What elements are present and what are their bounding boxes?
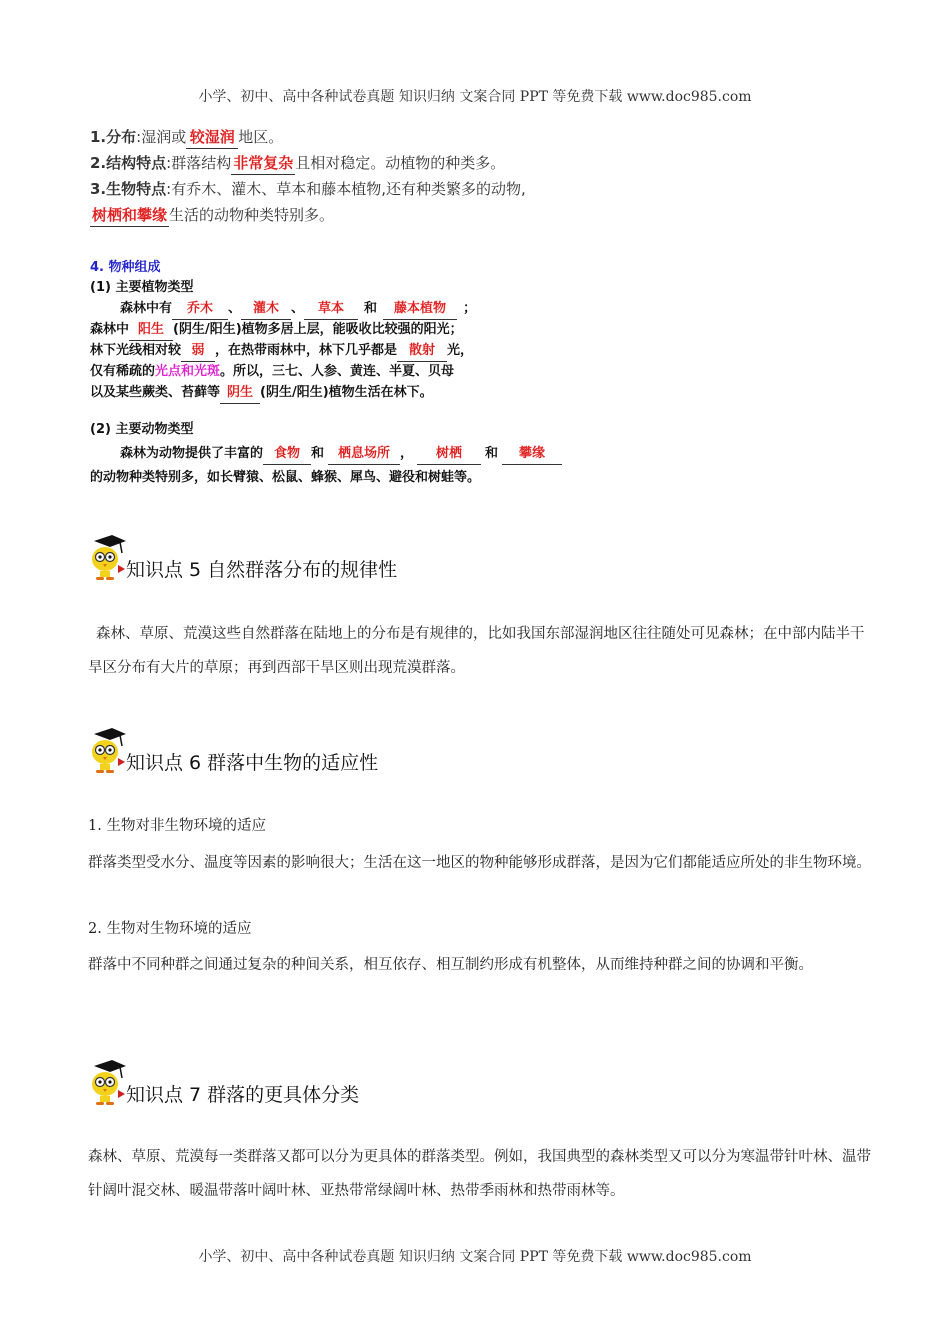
line-organisms: 3.生物特点:有乔木、灌木、草本和藤本植物,还有种类繁多的动物,: [90, 180, 526, 198]
answer-blank: 较湿润: [186, 126, 238, 149]
kp6-sub2: 2. 生物对生物环境的适应: [88, 921, 252, 937]
answer-blank: 栖息场所: [328, 444, 400, 465]
answer-blank: 树栖: [417, 444, 481, 465]
plants-line-3: 林下光线相对较 弱 ，在热带雨林中，林下几乎都是 散射 光，: [90, 341, 473, 361]
answer-blank: 攀缘: [502, 444, 562, 465]
plants-line-4: 仅有稀疏的光点和光斑。所以，三七、人参、黄连、半夏、贝母: [90, 364, 455, 379]
plants-line-2: 森林中 阳生 (阴生/阳生)植物多居上层，能吸收比较强的阳光；: [90, 320, 463, 340]
answer-blank: 乔木: [172, 299, 228, 320]
answer-blank: 弱: [181, 341, 215, 362]
kp5-text: 森林、草原、荒漠这些自然群落在陆地上的分布是有规律的，比如我国东部湿润地区往往随处可见森林；在中部内陆半干旱区分布有大片的草原；再到西部干旱区则出现荒漠群落。: [88, 626, 865, 676]
page-footer: 小学、初中、高中各种试卷真题 知识归纳 文案合同 PPT 等免费下载 www.doc985.com: [198, 1249, 752, 1265]
kp6-text1: 群落类型受水分、温度等因素的影响很大；生活在这一地区的物种能够形成群落，是因为它们都能适应所处的非生物环境。: [88, 855, 871, 871]
answer-blank: 树栖和攀缘: [90, 204, 169, 227]
highlight-text: 光点和光斑: [155, 364, 221, 379]
subheading-plants: (1) 主要植物类型: [90, 280, 194, 295]
kp6-text2: 群落中不同种群之间通过复杂的种间关系，相互依存、相互制约形成有机整体，从而维持种群之间的协调和平衡。: [88, 957, 813, 973]
plants-line-5: 以及某些蕨类、苔藓等 阴生 (阴生/阳生)植物生活在林下。: [90, 383, 433, 403]
animals-line-1: 森林为动物提供了丰富的 食物 和 栖息场所 ， 树栖 和 攀缘: [120, 444, 562, 464]
line-structure: 2.结构特点:群落结构 非常复杂 且相对稳定。动植物的种类多。: [90, 152, 505, 174]
line-animals: 树栖和攀缘 生活的动物种类特别多。: [90, 204, 334, 226]
answer-blank: 阴生: [220, 383, 260, 404]
answer-blank: 食物: [263, 444, 311, 465]
answer-blank: 阳生: [129, 320, 173, 341]
answer-blank: 非常复杂: [231, 152, 295, 175]
animals-line-2: 的动物种类特别多，如长臂猿、松鼠、蜂猴、犀鸟、避役和树蛙等。: [90, 470, 481, 485]
graduate-owl-icon: [88, 535, 126, 583]
kp7-text: 森林、草原、荒漠每一类群落又都可以分为更具体的群落类型。例如，我国典型的森林类型又可以分为寒温带针叶林、温带针阔叶混交林、暖温带落叶阔叶林、亚热带常绿阔叶林、热带季雨林和热带雨林等。: [88, 1149, 871, 1199]
line-distribution: 1.分布:湿润或 较湿润 地区。: [90, 126, 283, 148]
answer-blank: 藤本植物: [383, 299, 457, 320]
answer-blank: 灌木: [241, 299, 291, 320]
graduate-owl-icon: [88, 728, 126, 776]
graduate-owl-icon: [88, 1060, 126, 1108]
subheading-animals: (2) 主要动物类型: [90, 422, 194, 437]
section-heading: 4. 物种组成: [90, 260, 161, 275]
answer-blank: 草本: [304, 299, 358, 320]
page-header: 小学、初中、高中各种试卷真题 知识归纳 文案合同 PPT 等免费下载 www.doc985.com: [198, 89, 752, 105]
answer-blank: 散射: [397, 341, 447, 362]
kp6-sub1: 1. 生物对非生物环境的适应: [88, 818, 266, 834]
plants-line-1: 森林中有 乔木 、 灌木 、 草本 和 藤本植物 ；: [120, 299, 476, 319]
